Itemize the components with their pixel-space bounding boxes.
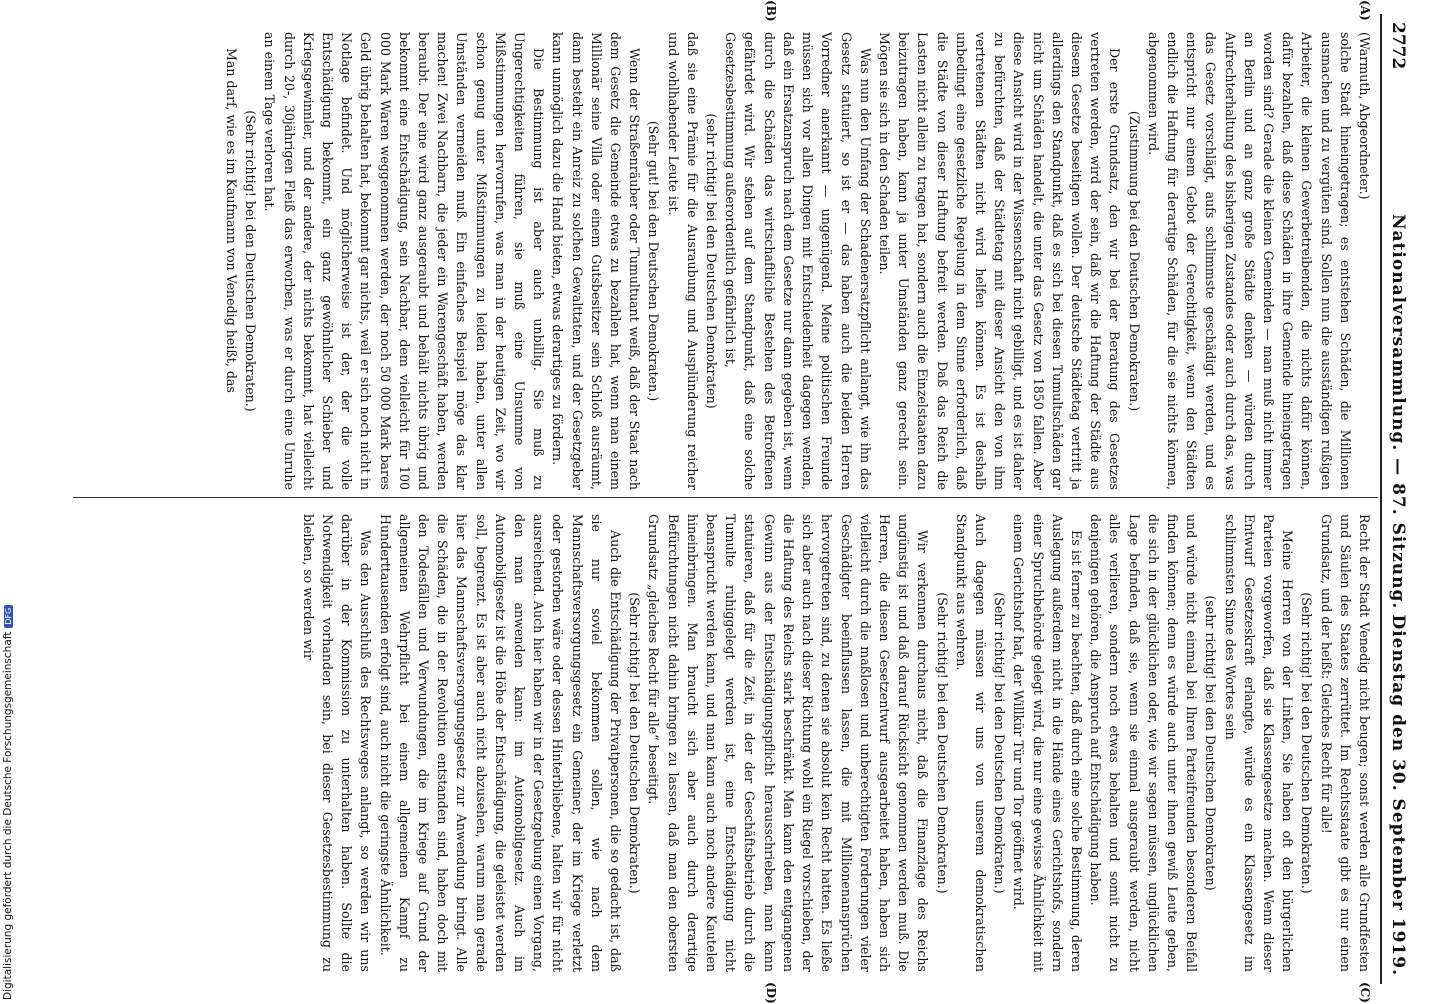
dfg-logo: DFG — [4, 605, 13, 628]
rotated-page — [63, 0, 1418, 1004]
paragraph: (Sehr richtig! bei den Deutschen Demokraten.) — [992, 592, 1008, 894]
margin-mark-c: (C) — [1358, 982, 1372, 1003]
left-column — [74, 32, 1374, 490]
paragraph: Meine Herren von der Linken, Sie haben oft den bürgerlichen Parteien vorgeworfen, daß sie Klassengesetze machen. Wenn dieser Entwurf Gesetzeskraft erlangte, würde es ein Klassengesetz im schlimmsten Sinne des Wortes sein — [1222, 514, 1296, 972]
paragraph: Recht der Stadt Venedig nicht beugen; sonst werden alle Grundfesten und Säulen des Staates zerrüttet. Im Rechtsstaate gibt es nur einen Grundsatz, und der heißt: Gleiches Recht für alle! — [1318, 514, 1372, 972]
paragraph: (Sehr richtig! bei den Deutschen Demokraten.) — [1299, 592, 1315, 894]
column-divider — [73, 497, 1378, 498]
paragraph: Wir verkennen durchaus nicht, daß die Finanzlage des Reichs ungünstig ist und daß darauf Rücksicht genommen werden muß. Die Herren, die diesen Gesetzentwurf ausgearbeitet haben, haben sich vielleicht durch die maßlosen und unberechtigten Forderungen vieler Geschädigter beeinflussen lassen, die mit Millionenansprüchen hervorgetreten sind, zu denen sie absolut kein Recht hatten. Es ließe sich aber auch nach dieser Richtung wohl ein Riegel vorschieben, der die Haftung des Reichs stark beschränkt. Man kann den entgangenen Gewinn aus der Entschädigungspflicht herausschrieben, man kann statuieren, daß für die Zeit, in der der Geschäftsbetrieb durch die Tumulte ruhiggelegt werden ist, eine Entschädigung nicht beansprucht werden kann, und man kann auch noch andere Kautelen hineinbringen. Man braucht sich aber auch durch derartige Befürchtungen nicht dahin bringen zu lassen, daß man den obersten Grundsatz „gleiches Recht für alle“ beseitigt. — [646, 514, 931, 972]
paragraph: (Zustimmung bei den Deutschen Demokraten.) — [1126, 110, 1142, 412]
paragraph: Es ist ferner zu beachten, daß durch eine solche Bestimmung, deren Auslegung außerdem nicht in die Hände eines Gerichtshofs, sondern einer Spruchbehörde gelegt wird, die nur eine gewisse Ähnlichkeit mit einem Gerichtshof hat, der Willkür Tür und Tor geöffnet wird. — [1011, 514, 1084, 972]
page-number: 2772 — [1388, 22, 1408, 70]
paragraph: Auch die Entschädigung der Privatpersonen, die so gedacht ist, daß sie nur soviel bekommen sollen, wie nach dem Mannschaftsversorgungsgesetz ein Gemeiner, der im Kriege verletzt oder gestorben wäre oder dessen Hinterbliebene, halten wir für nicht ausreichend. Auch hier haben wir in der Gesetzgebung einen Vorgang, den man anwenden kann: im Automobilgesetz. Auch im Automobilgesetz ist die Höhe der Entschädigung, die geleistet werden soll, begrenzt. Es ist aber auch nicht abzusehen, warum man gerade hier das Mannschaftsversorgungsgesetz zur Anwendung bringt. Alle die Schäden, die in der Revolution entstanden sind, haben doch mit den Todesfällen und Verwundungen, die im Kriege auf Grund der allgemeinen Wehrpflicht bei einem allgemeinen Kampf zu Hunderttausenden erfolgt sind, auch nicht die geringste Ähnlichkeit. — [377, 514, 624, 972]
paragraph: (Sehr richtig! bei den Deutschen Demokraten.) — [243, 110, 259, 412]
paragraph: (sehr richtig! bei den Deutschen Demokraten) — [1203, 595, 1219, 891]
page-header — [1378, 14, 1418, 984]
paragraph: Der erste Grundsatz, den wir bei der Beratung des Gesetzes vertreten werden, wird der sein, daß wir die Haftung der Städte aus diesem Gesetze beseitigen wollen. Der deutsche Städtetag vertritt ja allerdings den Standpunkt, daß es sich bei diesen Tumultschäden gar nicht um Schäden handelt, die unter das Gesetz von 1850 fallen. Aber diese Ansicht wird in der Wissenschaft nicht gebilligt, und es ist daher zu befürchten, daß der Städtetag mit dieser Ansicht den von ihm vertretenen Städten nicht wird helfen können. Es ist deshalb unbedingt eine gesetzliche Regelung in dem Sinne erforderlich, daß die Städte von dieser Haftung befreit werden. Daß das Reich die Lasten nicht allein zu tragen hat, sondern auch die Einzelstaaten dazu beizutragen haben, kann ja unter Umständen ganz gerecht sein. Mögen sie sich in den Schaden teilen. — [876, 32, 1123, 490]
paragraph: daß sie eine Prämie für die Ausraubung und Ausplünderung reicher und wohlhabender Leute ist. — [665, 32, 700, 490]
paragraph: und würde nicht einmal bei Ihren Parteifreunden besonderen Beifall finden können; denn es würde auch unter ihnen gewiß Leute geben, die sich in der glücklichen oder, wie wir sagen müssen, unglücklichen Lage befinden, daß sie, wenn sie einmal ausgeraubt werden, nicht alles verlieren, sondern noch etwas behalten und somit nicht zu denjenigen gehören, die Anspruch auf Entschädigung haben. — [1088, 514, 1200, 972]
page-title: Nationalversammlung. — 87. Sitzung. — [1388, 214, 1408, 610]
margin-mark-a: (A) — [1358, 0, 1372, 21]
paragraph: (Sehr richtig! bei den Deutschen Demokraten.) — [627, 592, 643, 894]
paragraph: Was den Ausschluß des Rechtsweges anlangt, so werden wir uns darüber in der Kommission zu unterhalten haben. Sollte die Notwendigkeit vorhanden sein, bei dieser Gesetzesbestimmung zu bleiben, so werden wir — [300, 514, 374, 972]
paragraph: Wenn der Straßenräuber oder Tumultuant weiß, daß der Staat nach dem Gesetz die Gemeinde etwas zu bezahlen hat, wenn man einem Millionär seine Villa oder einem Gutsbesitzer sein Schloß ausräumt, dann besteht ein Anreiz zu solchen Gewalttaten, und der Gesetzgeber kann unmöglich dazu die Hand bieten, etwas derartiges zu fördern. — [550, 32, 643, 490]
session-date: Dienstag den 30. September 1919. — [1388, 614, 1408, 976]
paragraph: (sehr richtig! bei den Deutschen Demokraten) — [704, 113, 720, 409]
margin-mark-d: (D) — [764, 982, 778, 1004]
side-credit-text: Digitalisierung gefördert durch die Deutsche Forschungsgemeinschaft — [2, 631, 14, 1000]
paragraph: (Warmuth, Abgeordneter.) — [1357, 32, 1372, 200]
paragraph: solche Stadt hineingetragen; es entstehen Schäden, die Millionen ausmachen und zu vergüten sind. Sollen nun die ausständigen rußigen Arbeiter, die kleinen Gewerbetreibenden, die nichts dafür können, dafür bezahlen, daß diese Schäden in ihre Gemeinde hineingetragen worden sind? Gerade die kleinen Gemeinden — man muß nicht immer an Berlin und an ganz große Städte denken — würden durch Aufrechterhaltung des bisherigen Zustandes oder auch durch das, was das Gesetz vorschlägt, aufs schlimmste geschädigt werden, und es entspricht nur einem Gebot der Gerechtigkeit, wenn den Städten endlich die Haftung für derartige Schäden, für die sie nichts können, abgenommen wird. — [1145, 32, 1353, 490]
side-credit — [2, 605, 14, 1000]
paragraph: Was nun den Umfang der Schadenersatzpflicht anlangt, wie ihn das Gesetz statuiert, so ist er — das haben auch die beiden Herren Vorredner anerkannt — ungenügend. Meine politischen Freunde müssen sich vor allen Dingen mit Entschiedenheit dagegen wenden, daß ein Ersatzanspruch nach dem Gesetze nur dann gegeben ist, wenn durch die Schäden das wirtschaftliche Bestehen des Betroffenen gefährdet wird. Wir stehen auf dem Standpunkt, daß eine solche Gesetzesbestimmung außerordentlich gefährlich ist, — [723, 32, 873, 490]
paragraph: Auch dagegen müssen wir uns von unserem demokratischen Standpunkt aus wehren. — [953, 514, 988, 972]
right-column — [74, 514, 1374, 972]
margin-mark-b: (B) — [764, 0, 778, 22]
header-rule — [1380, 14, 1382, 984]
paragraph: (Sehr gut! bei den Deutschen Demokraten.) — [646, 120, 662, 402]
paragraph: Die Bestimmung ist aber auch unbillig. Sie muß zu Ungerechtigkeiten führen, sie muß eine Unsumme von Mißstimmungen hervorrufen, was man in der heutigen Zeit, wo wir schon genug unter Mißstimmungen zu leiden haben, unter allen Umständen vermeiden muß. Ein einfaches Beispiel möge das klar machen! Zwei Nachbarn, die jeder ein Warengeschäft haben, werden beraubt. Der eine wird ganz ausgeraubt und behält nichts übrig und bekommt eine Entschädigung, sein Nachbar, dem vielleicht für 100 000 Mark Waren weggenommen werden, der noch 50 000 Mark bares Geld übrig behalten hat, bekommt gar nichts, weil er sich noch nicht in Notlage befindet. Und möglicherweise ist der, der die volle Entschädigung bekommt, ein ganz gewöhnlicher Schieber und Kriegsgewinnler, und der andere, der nichts bekommt, hat vielleicht durch 20-, 30jährigen Fleiß das erworben, was er durch eine Unruhe an einem Tage verloren hat. — [262, 32, 547, 490]
paragraph: Man darf, wie es im Kaufmann von Venedig heißt, das — [224, 48, 240, 393]
paragraph: (Sehr richtig! bei den Deutschen Demokraten.) — [934, 592, 950, 894]
